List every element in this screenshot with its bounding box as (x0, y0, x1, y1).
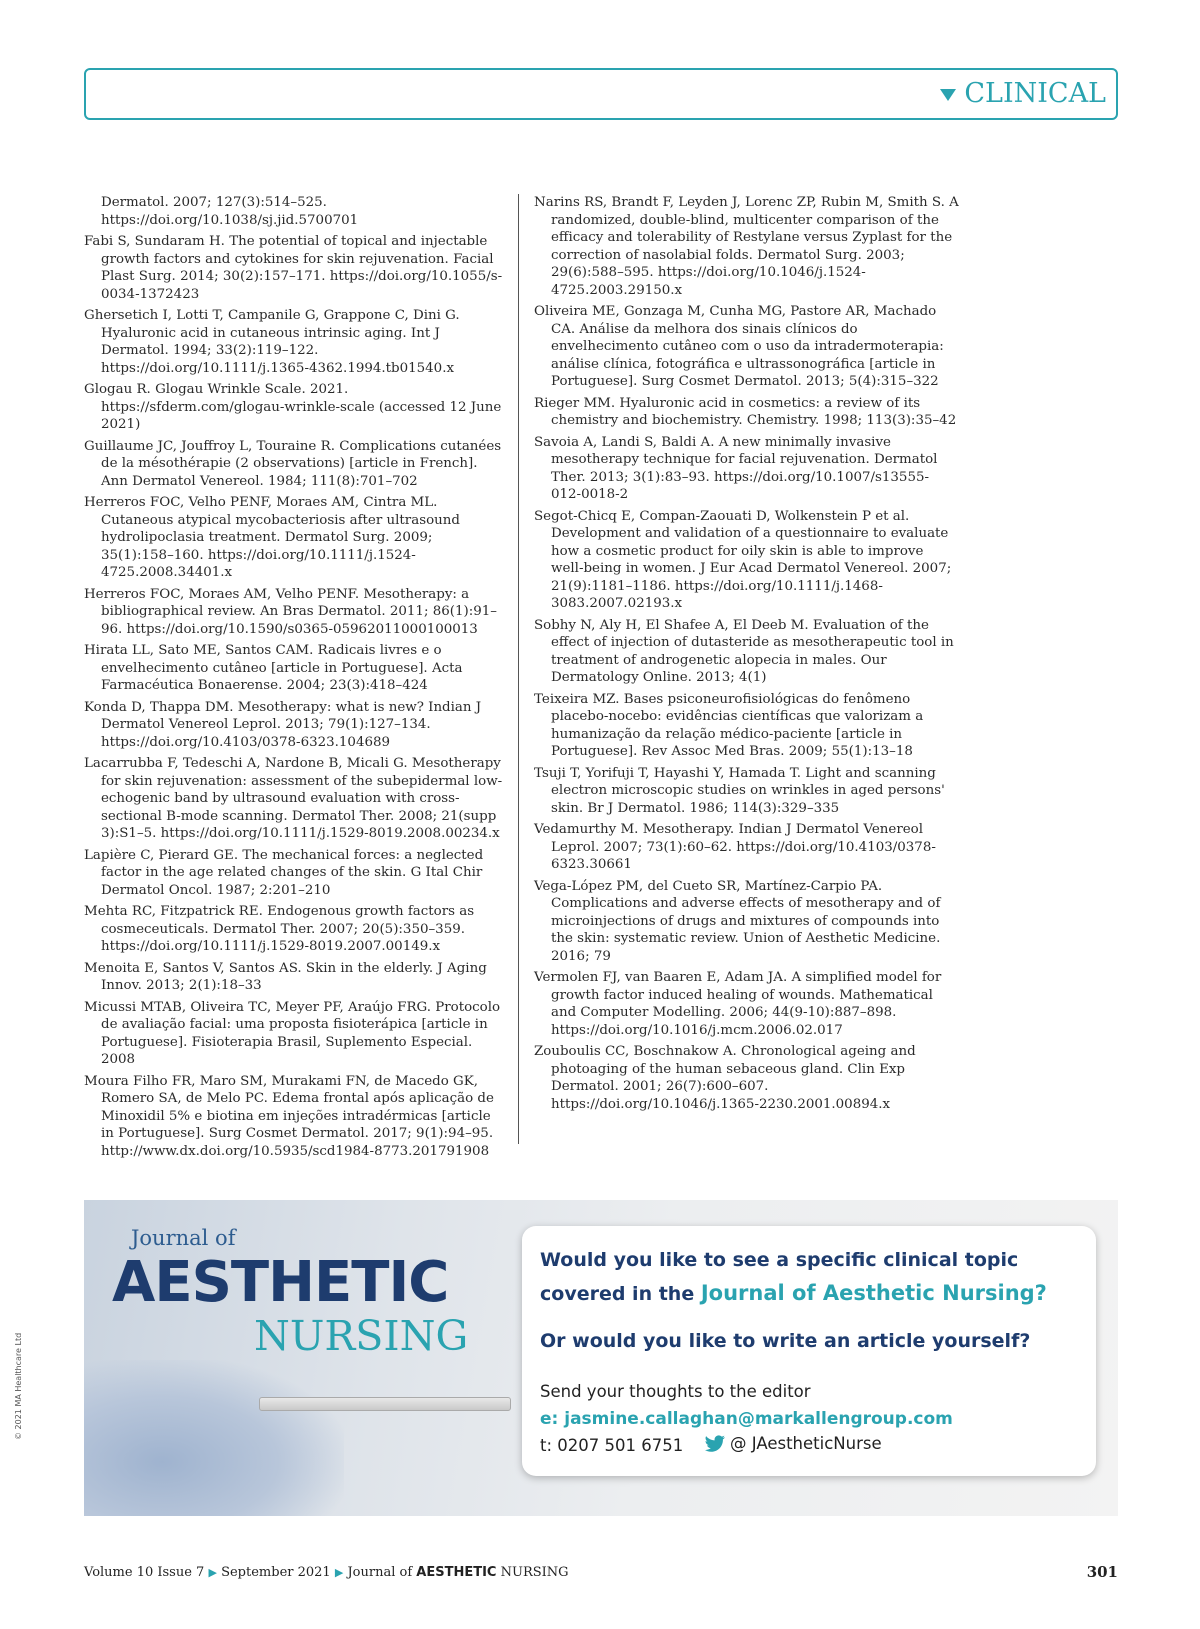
reference-item: Vega-López PM, del Cueto SR, Martínez-Carpio PA. Complications and adverse effects of mesotherapy and of microinjections of drugs and mixtures of compounds into the skin: systematic review. Union of Aesthetic Medicine. 2016; 79 (534, 878, 941, 964)
journal-advert (84, 1200, 1118, 1516)
references-right-column (534, 194, 959, 1117)
logo-nursing: NURSING (254, 1312, 469, 1360)
syringe-image (259, 1397, 511, 1411)
gloved-hand-image (84, 1360, 344, 1516)
twitter-handle: @ JAestheticNurse (730, 1434, 882, 1453)
reference-item: Zouboulis CC, Boschnakow A. Chronological ageing and photoaging of the human sebaceous gland. Clin Exp Dermatol. 2001; 26(7):600–607. https://doi.org/10.1046/j.1365-2230.2001.00894.x (534, 1044, 916, 1112)
reference-item: Dermatol. 2007; 127(3):514–525. https://doi.org/10.1038/sj.jid.5700701 (101, 195, 359, 228)
question-text (540, 1244, 1047, 1311)
reference-item: Moura Filho FR, Maro SM, Murakami FN, de Macedo GK, Romero SA, de Melo PC. Edema frontal após aplicação de Minoxidil 5% e biotina em injeções intradérmicas [article in Portuguese]. Surg Cosmet Dermatol. 2017; 9(1):94–95. http://www.dx.doi.org/10.5935/scd1984-8773.201791908 (84, 1073, 494, 1159)
footer-journal-prefix: Journal of (347, 1565, 413, 1580)
references-left-column (84, 194, 504, 1164)
send-thoughts-text: Send your thoughts to the editor (540, 1382, 811, 1401)
page-number: 301 (1086, 1563, 1118, 1581)
section-header (84, 68, 1118, 120)
copyright-notice: © 2021 MA Healthcare Ltd (14, 1332, 23, 1440)
reference-item: Lacarrubba F, Tedeschi A, Nardone B, Micali G. Mesotherapy for skin rejuvenation: assessment of the subepidermal low-echogenic band by ultrasound evaluation with cross-sectional B-mode scanning. Dermatol Ther. 2008; 21(supp 3):S1–5. https://doi.org/10.1111/j.1529-8019.2008.00234.x (84, 756, 503, 841)
footer-journal-suffix: NURSING (500, 1565, 569, 1580)
question-line-2 (540, 1277, 1047, 1311)
reference-item: Vermolen FJ, van Baaren E, Adam JA. A simplified model for growth factor induced healing of wounds. Mathematical and Computer Modelling. 2006; 44(9-10):887–898. https://doi.org/10.1016/j.mcm.2006.02.017 (534, 970, 942, 1038)
journal-name-highlight: Journal of Aesthetic Nursing? (700, 1281, 1047, 1305)
write-article-question: Or would you like to write an article yourself? (540, 1330, 1031, 1352)
reference-item: Hirata LL, Sato ME, Santos CAM. Radicais livres e o envelhecimento cutâneo [article in Portuguese]. Acta Farmacéutica Bonaerense. 2004; 23(3):418–424 (84, 643, 463, 693)
reference-item: Mehta RC, Fitzpatrick RE. Endogenous growth factors as cosmeceuticals. Dermatol Ther. 2007; 20(5):350–359. https://doi.org/10.1111/j.1529-8019.2007.00149.x (84, 904, 475, 954)
logo-aesthetic: AESTHETIC (112, 1250, 449, 1315)
reference-item: Guillaume JC, Jouffroy L, Touraine R. Complications cutanées de la mésothérapie (2 observations) [article in French]. Ann Dermatol Venereol. 1984; 111(8):701–702 (84, 438, 502, 489)
triangle-right-icon: ▶ (334, 1566, 344, 1579)
page-footer (84, 1565, 1118, 1580)
reference-item: Sobhy N, Aly H, El Shafee A, El Deeb M. Evaluation of the effect of injection of dutasteride as mesotherapeutic tool in treatment of androgenetic alopecia in males. Our Dermatology Online. 2013; 4(1) (534, 617, 954, 685)
twitter-bird-icon (704, 1435, 726, 1453)
reference-item: Savoia A, Landi S, Baldi A. A new minimally invasive mesotherapy technique for facial rejuvenation. Dermatol Ther. 2013; 3(1):83–93. https://doi.org/10.1007/s13555-012-0018-2 (534, 434, 938, 502)
reference-item: Narins RS, Brandt F, Leyden J, Lorenc ZP, Rubin M, Smith S. A randomized, double-blind, multicenter comparison of the efficacy and tolerability of Restylane versus Zyplast for the correction of nasolabial folds. Dermatol Surg. 2003; 29(6):588–595. https://doi.org/10.1046/j.1524-4725.2003.29150.x (534, 195, 959, 298)
reference-item: Herreros FOC, Velho PENF, Moraes AM, Cintra ML. Cutaneous atypical mycobacteriosis after ultrasound hydrolipoclasia treatment. Dermatol Surg. 2009; 35(1):158–160. https://doi.org/10.1111/j.1524-4725.2008.34401.x (84, 495, 460, 580)
reference-item: Menoita E, Santos V, Santos AS. Skin in the elderly. J Aging Innov. 2013; 2(1):18–33 (84, 960, 487, 993)
reference-item: Tsuji T, Yorifuji T, Hayashi Y, Hamada T. Light and scanning electron microscopic studies on wrinkles in aged persons' skin. Br J Dermatol. 1986; 114(3):329–335 (534, 765, 945, 816)
question-line-2-prefix: covered in the (540, 1283, 695, 1305)
reference-item: Micussi MTAB, Oliveira TC, Meyer PF, Araújo FRG. Protocolo de avaliação facial: uma proposta fisioterápica [article in Portuguese]. Fisioterapia Brasil, Suplemento Especial. 2008 (84, 999, 501, 1067)
question-line-1: Would you like to see a specific clinical topic (540, 1249, 1019, 1271)
twitter-handle-link[interactable] (704, 1434, 882, 1453)
section-label (940, 78, 1106, 109)
triangle-down-icon (940, 89, 956, 101)
column-divider (518, 194, 519, 1144)
reference-item: Lapière C, Pierard GE. The mechanical forces: a neglected factor in the age related changes of the skin. G Ital Chir Dermatol Oncol. 1987; 2:201–210 (84, 847, 484, 898)
footer-date: September 2021 (221, 1565, 331, 1580)
reference-item: Segot-Chicq E, Compan-Zaouati D, Wolkenstein P et al. Development and validation of a questionnaire to evaluate how a cosmetic product for oily skin is able to improve well-being in women. J Eur Acad Dermatol Venereol. 2007; 21(9):1181–1186. https://doi.org/10.1111/j.1468-3083.2007.02193.x (534, 508, 952, 611)
editor-email-link[interactable]: e: jasmine.callaghan@markallengroup.com (540, 1409, 953, 1429)
reference-item: Rieger MM. Hyaluronic acid in cosmetics: a review of its chemistry and biochemistry. Chemistry. 1998; 113(3):35–42 (534, 395, 957, 428)
reference-item: Konda D, Thappa DM. Mesotherapy: what is new? Indian J Dermatol Venereol Leprol. 2013; 79(1):127–134. https://doi.org/10.4103/0378-6323.104689 (84, 699, 482, 750)
reference-item: Vedamurthy M. Mesotherapy. Indian J Dermatol Venereol Leprol. 2007; 73(1):60–62. https://doi.org/10.4103/0378-6323.30661 (534, 822, 936, 872)
reference-item: Ghersetich I, Lotti T, Campanile G, Grappone C, Dini G. Hyaluronic acid in cutaneous intrinsic aging. Int J Dermatol. 1994; 33(2):119–122. https://doi.org/10.1111/j.1365-4362.1994.tb01540.x (84, 308, 460, 376)
reference-item: Fabi S, Sundaram H. The potential of topical and injectable growth factors and cytokines for skin rejuvenation. Facial Plast Surg. 2014; 30(2):157–171. https://doi.org/10.1055/s-0034-1372423 (84, 234, 503, 302)
footer-journal-bold: AESTHETIC (416, 1565, 497, 1580)
editor-telephone: t: 0207 501 6751 (540, 1436, 684, 1455)
reference-item: Teixeira MZ. Bases psiconeurofisiológicas do fenômeno placebo-nocebo: evidências científicas que valorizam a humanização da relação médico-paciente [article in Portuguese]. Rev Assoc Med Bras. 2009; 55(1):13–18 (534, 691, 924, 759)
logo-journal-of: Journal of (131, 1226, 236, 1250)
footer-volume: Volume 10 Issue 7 (84, 1565, 205, 1580)
reference-item: Herreros FOC, Moraes AM, Velho PENF. Mesotherapy: a bibliographical review. An Bras Dermatol. 2011; 86(1):91–96. https://doi.org/10.1590/s0365-05962011000100013 (84, 586, 497, 637)
section-title: CLINICAL (964, 78, 1106, 109)
reference-item: Oliveira ME, Gonzaga M, Cunha MG, Pastore AR, Machado CA. Análise da melhora dos sinais clínicos do envelhecimento cutâneo com o uso da intradermoterapia: análise clínica, fotográfica e ultrassonográfica [article in Portuguese]. Surg Cosmet Dermatol. 2013; 5(4):315–322 (534, 304, 944, 389)
reference-item: Glogau R. Glogau Wrinkle Scale. 2021. https://sfderm.com/glogau-wrinkle-scale (accessed 12 June 2021) (84, 382, 502, 432)
contact-card (522, 1226, 1096, 1476)
triangle-right-icon: ▶ (208, 1566, 217, 1579)
